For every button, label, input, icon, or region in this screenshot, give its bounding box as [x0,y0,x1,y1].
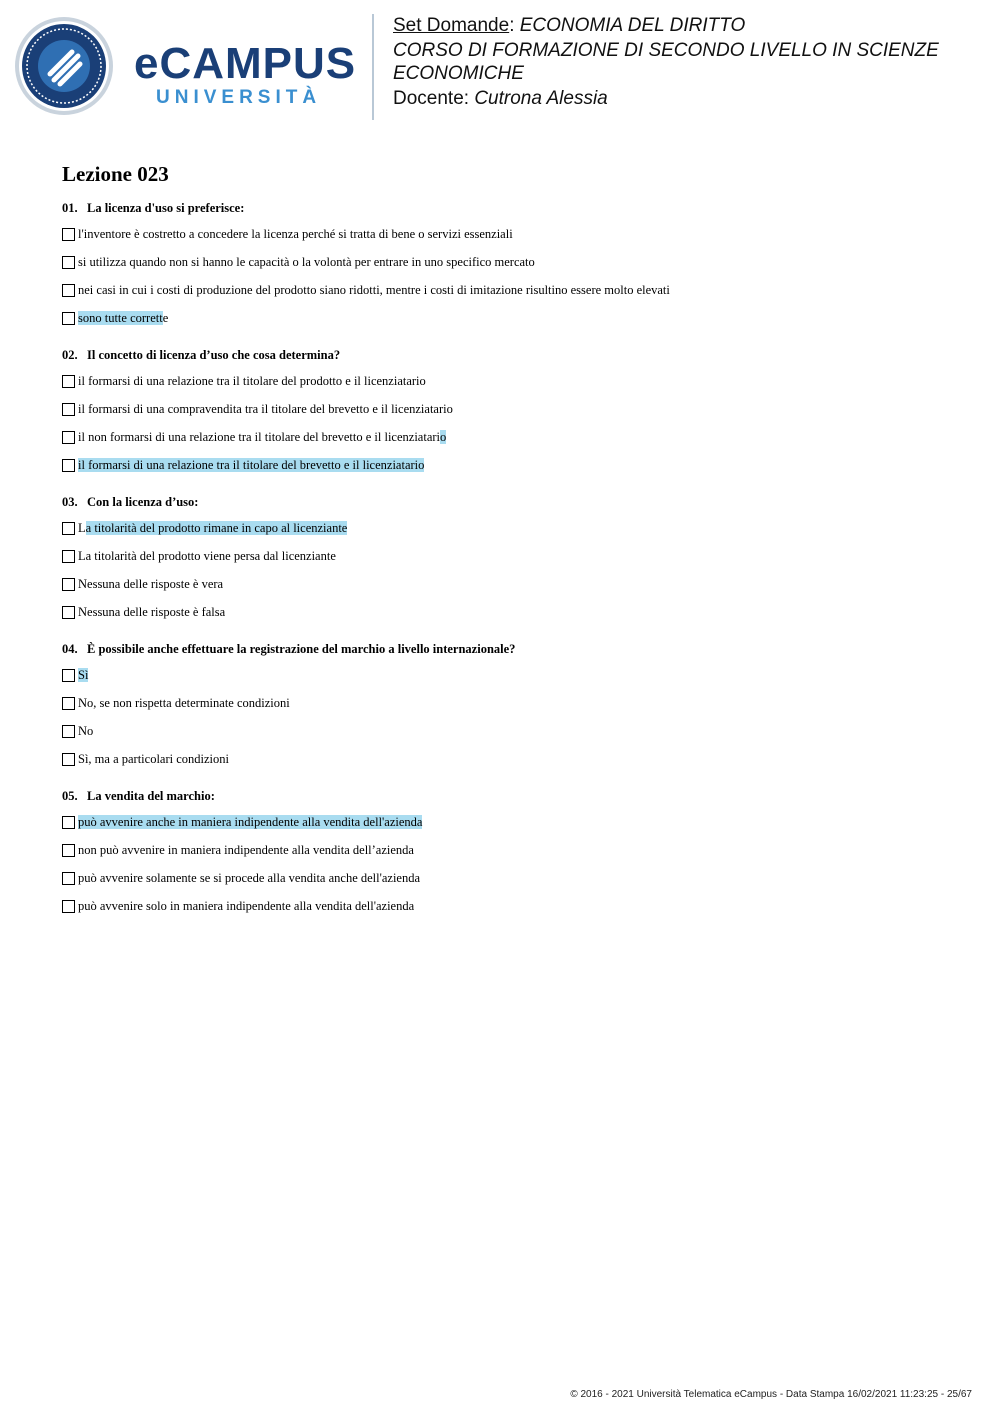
answer-label [78,255,535,270]
question-1 [62,200,962,328]
answer-label [78,752,229,767]
question-text: Il concetto di licenza d’uso che cosa determina? [87,348,341,362]
answer-text: il formarsi di una compravendita tra il titolare del brevetto e il licenziatario [78,401,453,416]
brand-sub: UNIVERSITÀ [156,87,322,108]
answer-option[interactable] [62,868,962,888]
answer-checkbox[interactable] [62,522,75,535]
answer-checkbox[interactable] [62,697,75,710]
answer-text: Nessuna delle risposte è vera [78,576,224,591]
answer-label [78,577,223,592]
answer-option[interactable] [62,693,962,713]
answer-text: può avvenire solo in maniera indipendente alla vendita dell'azienda [78,898,415,913]
answer-highlight: può avvenire anche in maniera indipendente alla vendita dell'azienda [78,814,423,829]
answer-highlight: sono tutte corrett [78,310,163,325]
lesson-title: Lezione 023 [62,162,169,186]
set-label: Set Domande [393,15,510,36]
answer-checkbox[interactable] [62,753,75,766]
question-number: 02. [62,348,78,362]
answer-label [78,430,446,445]
answer-label [78,549,336,564]
answer-checkbox[interactable] [62,606,75,619]
question-heading [62,347,962,363]
question-text: La vendita del marchio: [87,789,215,803]
answer-highlight: Sì [78,667,89,682]
header-info [393,14,973,110]
answer-text: non può avvenire in maniera indipendente alla vendita dell’azienda [78,842,414,857]
answer-text: e [162,310,169,325]
answer-text: No [78,723,94,738]
answer-highlight: o [440,429,447,444]
question-2 [62,347,962,475]
answer-label [78,227,513,242]
docente-name: Cutrona Alessia [474,88,608,109]
question-number: 01. [62,201,78,215]
answer-option[interactable] [62,812,962,832]
docente-row [393,87,973,110]
answer-checkbox[interactable] [62,816,75,829]
answer-checkbox[interactable] [62,312,75,325]
ecampus-seal-icon [14,16,114,116]
answer-checkbox[interactable] [62,431,75,444]
answer-checkbox[interactable] [62,844,75,857]
answer-checkbox[interactable] [62,284,75,297]
question-5 [62,788,962,916]
answer-option[interactable] [62,224,962,244]
answer-checkbox[interactable] [62,256,75,269]
answer-checkbox[interactable] [62,900,75,913]
ecampus-logo [14,16,359,116]
set-value: ECONOMIA DEL DIRITTO [519,15,746,36]
answer-label [78,668,88,683]
question-heading [62,641,962,657]
answer-checkbox[interactable] [62,403,75,416]
answer-option[interactable] [62,574,962,594]
question-number: 03. [62,495,78,509]
question-list [62,200,962,916]
answer-label [78,458,424,473]
answer-label [78,696,290,711]
answer-text: La titolarità del prodotto viene persa dal licenziante [78,548,336,563]
answer-option[interactable] [62,252,962,272]
answer-checkbox[interactable] [62,872,75,885]
question-text: Con la licenza d’uso: [87,495,199,509]
answer-label [78,899,414,914]
answer-checkbox[interactable] [62,725,75,738]
answer-option[interactable] [62,518,962,538]
answer-text: Nessuna delle risposte è falsa [78,604,226,619]
question-heading [62,200,962,216]
answer-option[interactable] [62,840,962,860]
question-4 [62,641,962,769]
question-heading [62,788,962,804]
answer-label [78,521,347,536]
question-text: È possibile anche effettuare la registrazione del marchio a livello internazionale? [87,642,516,656]
answer-option[interactable] [62,399,962,419]
answer-highlight: a titolarità del prodotto rimane in capo al licenziante [85,520,348,535]
answer-label [78,374,426,389]
answer-label [78,311,168,326]
answer-label [78,605,225,620]
question-number: 05. [62,789,78,803]
answer-checkbox[interactable] [62,550,75,563]
answer-option[interactable] [62,546,962,566]
answer-text: si utilizza quando non si hanno le capacità o la volontà per entrare in uno specifico mercato [78,254,535,269]
answer-text: il formarsi di una relazione tra il titolare del prodotto e il licenziatario [78,373,426,388]
answer-checkbox[interactable] [62,669,75,682]
question-3 [62,494,962,622]
question-number: 04. [62,642,78,656]
answer-label [78,815,422,830]
answer-option[interactable] [62,896,962,916]
answer-option[interactable] [62,371,962,391]
answer-checkbox[interactable] [62,459,75,472]
course-title: CORSO DI FORMAZIONE DI SECONDO LIVELLO IN SCIENZE ECONOMICHE [393,40,939,84]
answer-checkbox[interactable] [62,228,75,241]
answer-label [78,724,93,739]
answer-highlight: il formarsi di una relazione tra il titolare del brevetto e il licenziatario [78,457,425,472]
answer-text: L [78,520,86,535]
answer-option[interactable] [62,427,962,447]
page-footer: © 2016 - 2021 Università Telematica eCampus - Data Stampa 16/02/2021 11:23:25 - 25/67 [570,1389,972,1400]
brand-name: eCAMPUS [134,39,357,88]
question-set [62,160,962,935]
answer-option[interactable] [62,665,962,685]
question-text: La licenza d'uso si preferisce: [87,201,245,215]
answer-label [78,843,414,858]
answer-text: nei casi in cui i costi di produzione del prodotto siano ridotti, mentre i costi di imitazione risultino essere molto elevati [78,282,670,297]
answer-text: può avvenire solamente se si procede alla vendita anche dell'azienda [78,870,421,885]
answer-option[interactable] [62,749,962,769]
set-row: Set Domande: ECONOMIA DEL DIRITTO [393,15,746,36]
answer-checkbox[interactable] [62,375,75,388]
answer-text: No, se non rispetta determinate condizioni [78,695,290,710]
answer-option[interactable] [62,455,962,475]
answer-text: l'inventore è costretto a concedere la licenza perché si tratta di bene o servizi essenziali [78,226,513,241]
answer-checkbox[interactable] [62,578,75,591]
answer-label [78,871,420,886]
answer-option[interactable] [62,280,962,300]
answer-text: il non formarsi di una relazione tra il titolare del brevetto e il licenziatari [78,429,441,444]
question-heading [62,494,962,510]
brand-wordmark [134,39,357,110]
answer-option[interactable] [62,721,962,741]
answer-label [78,402,453,417]
answer-option[interactable] [62,308,962,328]
answer-label [78,283,670,298]
answer-option[interactable] [62,602,962,622]
docente-label: Docente: [393,88,470,109]
header-divider [372,14,374,120]
answer-text: Sì, ma a particolari condizioni [78,751,229,766]
